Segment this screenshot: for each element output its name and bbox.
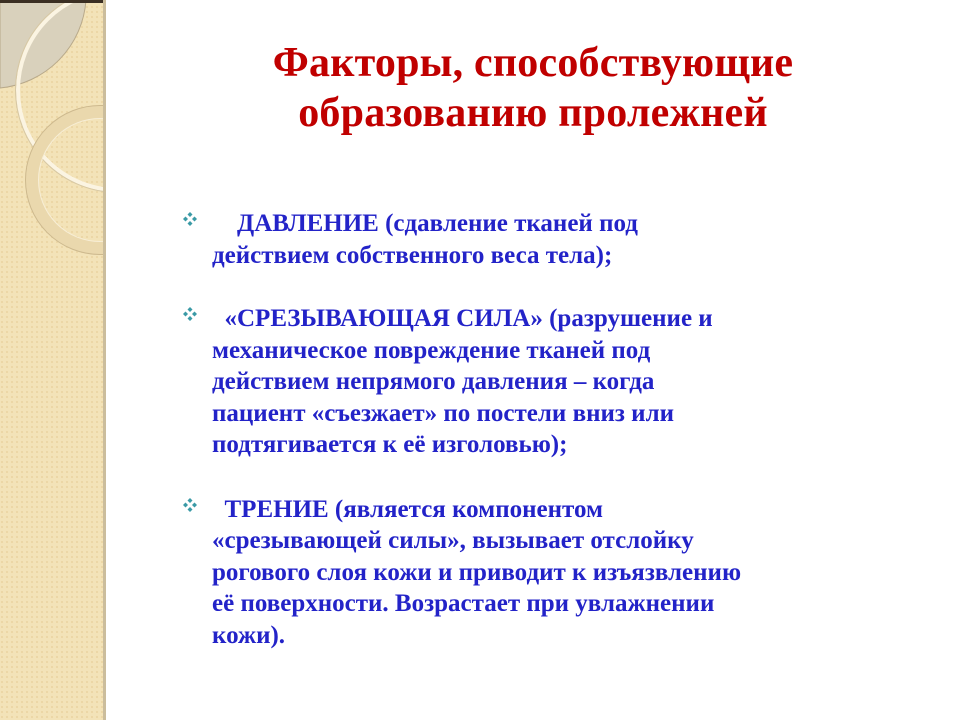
- bullet-list: [212, 208, 912, 685]
- title-line-2: образованию пролежней: [298, 90, 768, 136]
- bullet-line: действием непрямого давления – когда: [212, 368, 655, 395]
- bullet-line: действием собственного веса тела);: [212, 241, 613, 269]
- bullet-pressure: [212, 208, 912, 271]
- decorative-circles-icon: [0, 0, 106, 720]
- bullet-line: подтягивается к её изголовью);: [212, 431, 568, 458]
- bullet-line: рогового слоя кожи и приводит к изъязвлению: [212, 558, 742, 586]
- bullet-friction: [212, 494, 912, 652]
- bullet-line: ТРЕНИЕ (является компонентом: [212, 495, 604, 523]
- top-edge: [0, 0, 106, 3]
- four-diamond-bullet-icon: [183, 498, 197, 512]
- bullet-line: «СРЕЗЫВАЮЩАЯ СИЛА» (разрушение и: [212, 305, 713, 332]
- bullet-line: «срезывающей силы», вызывает отслойку: [212, 527, 694, 554]
- title-line-1: Факторы, способствующие: [272, 40, 794, 86]
- bullet-line: ДАВЛЕНИЕ (сдавление тканей под: [212, 210, 638, 237]
- decorative-sidebar: [0, 0, 106, 720]
- bullet-shear-force: [212, 303, 912, 461]
- bullet-line: кожи).: [212, 621, 286, 649]
- bullet-line: её поверхности. Возрастает при увлажнении: [212, 590, 715, 617]
- bullet-line: пациент «съезжает» по постели вниз или: [212, 399, 675, 427]
- slide-title: [106, 38, 960, 138]
- four-diamond-bullet-icon: [183, 212, 197, 226]
- bullet-line: механическое повреждение тканей под: [212, 336, 651, 364]
- four-diamond-bullet-icon: [183, 307, 197, 321]
